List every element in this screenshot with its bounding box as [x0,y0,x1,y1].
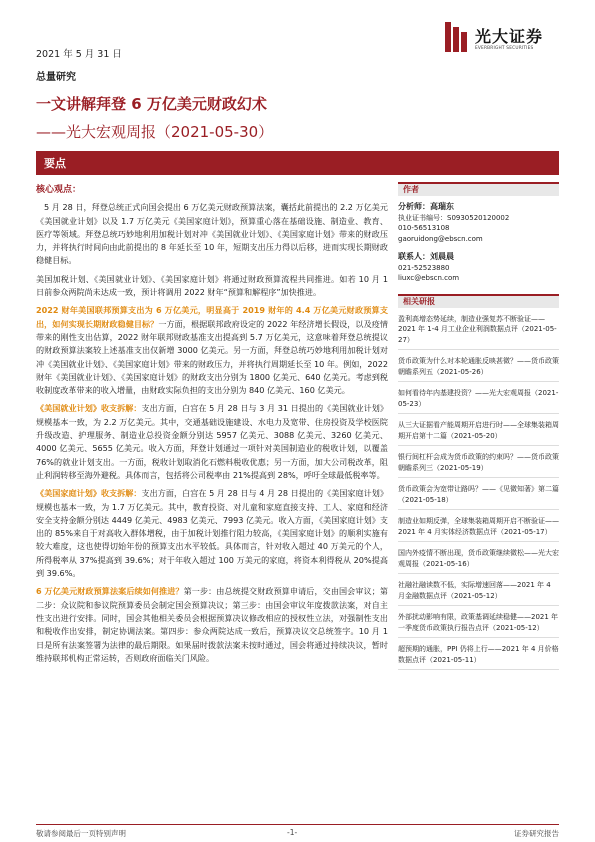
company-logo [445,20,563,60]
next-steps-highlight: 6 万亿美元财政预算法案后续如何推进？ [36,586,184,597]
related-reports-header: 相关研报 [398,294,559,308]
related-report-item[interactable]: 制造业如期反弹，全球集装箱周期开启不断验证——2021 年 4 月实体经济数据点评（2021-05-17） [398,516,559,542]
main-content [36,184,388,670]
document-type: 总量研究 [36,72,76,83]
logo-name: 光大证券 [475,27,544,46]
jobs-plan-body: 支出方面，白宫在 5 月 28 日与 3 月 31 日提出的《美国就业计划》规模基本一致，为 2.2 万亿美元。其中，交通基础设施建设、水电力及宽带、住房投资及学校医院升级改造、护理服务、制造业总投资金额分别达 5957 亿美元、3088 亿美元、3260 亿美元、4000 亿美元、5655 亿美元。收入方面，拜登计划通过一项针对美国制造业的税收计划，以覆盖 76%的就业计划支出。一方面，税收计划取消化石燃料税收优惠；另一方面，加大公司税改革，阻止利润转移至海外避税。具体而言，包括将公司税率由 21%提高到 28%，呼吁全球最低税率等。 [36,403,388,480]
logo-mark-icon [445,22,469,52]
next-steps-body: 第一步：由总统提交财政预算申请后，交由国会审议；第二步：众议院和参议院预算委员会制定国会预算决议；第三步：由国会审议年度拨款法案，对自主性支出进行安排。同时，国会其他相关委员会根据预算决议修改相应的授权性立法，对强制性支出和税收作出安排，制定协调法案。第四步：参众两院达成一致后，预算决议交总统签字。10 月 1 日是所有法案签署为法律的最后期限。如果届时拨款法案未按时通过，国会将通过持续决议，暂时维持联邦机构正常运转，否则政府面临关门风险。 [36,586,388,663]
family-plan-highlight: 《美国家庭计划》收支拆解： [36,488,142,499]
related-report-item[interactable]: 超预期的通胀，PPI 仍将上行——2021 年 4 月价格数据点评（2021-05-11） [398,644,559,670]
family-plan-body: 支出方面，白宫在 5 月 28 日与 4 月 28 日提出的《美国家庭计划》规模也基本一致，为 1.7 万亿美元。其中，教育投资、对儿童和家庭直接支持、工人、家庭和经济安全支持金额分别达 4449 亿美元、4983 亿美元、7993 亿美元。收入方面，《美国家庭计划》支出的 85%来自于对高收入群体增税，由于加税计划推行阻力较高，《美国家庭计划》的顺利实施有较大难度，这也使得切始年份的预算支出水平较低。具体而言，针对收入超过 40 万美元的个人，所得税率从 37%提高到 39.6%；对于年收入超过 100 万美元的家庭，将资本利得税从 20%提高到 39.6%。 [36,488,388,579]
section-header [36,151,559,175]
paragraph-next-steps [36,585,388,665]
analyst-email[interactable]: gaoruidong@ebscn.com [398,234,483,243]
jobs-plan-highlight: 《美国就业计划》收支拆解： [36,403,142,414]
sidebar [398,182,559,676]
footer-disclaimer[interactable]: 敬请参阅最后一页特别声明 [36,829,126,838]
page-subtitle: ——光大宏观周报（2021-05-30） [36,123,274,141]
section-header-label: 要点 [44,157,66,170]
report-date: 2021 年 5 月 31 日 [36,49,122,60]
core-view-label: 核心观点： [36,185,82,195]
paragraph-budget [36,304,388,397]
page-number: -1- [287,828,298,837]
analyst-cert: 执业证书编号：S0930520120002 [398,213,510,222]
footer-report-label: 证券研究报告 [514,829,559,838]
related-report-item[interactable]: 社融社融读数不低，实际增速回落——2021 年 4 月金融数据点评（2021-05-12） [398,580,559,606]
related-report-item[interactable]: 盈利高增态势延续，制造业强复苏不断验证——2021 年 1-4 月工业企业利润数据点评（2021-05-27） [398,314,559,351]
author-header: 作者 [398,182,559,196]
contact-email[interactable]: liuxc@ebscn.com [398,274,460,282]
related-report-item[interactable]: 如何看待年内基建投资？——光大宏观周报（2021-05-23） [398,388,559,414]
paragraph-family-plan [36,487,388,580]
related-report-item[interactable]: 货币政策会为宽带让路吗？——《见微知著》第二篇（2021-05-18） [398,484,559,510]
contact-name: 联系人：刘晨晨 [398,252,454,261]
analyst-phone: 010-56513108 [398,224,450,232]
budget-body: 一方面，根据联邦政府设定的 2022 年经济增长假设，以及疫情带来的刚性支出估算，2022 财年联邦财政基准支出提高到 5.7 万亿美元，这意味着拜登总统提议的财政预算法案较上述基准支出仅新增 3000 亿美元。另一方面，拜登总统巧妙地利用加税计划对冲《美国就业计划》、《美国家庭计划》带来的财政压力，并将执行周期延长至 10 年。例如，2022 财年《美国就业计划》、《美国家庭计划》的财政支出分别为 1800 亿美元、640 亿美元。考虑到税收制度改革带来的收入增量，由财政实际负担的支出分别为 840 亿美元、160 亿美元。 [36,318,388,396]
footer-divider [36,824,559,825]
related-report-item[interactable]: 从三大证据看产能周期开启进行时——全球集装箱周期开启第十二篇（2021-05-20） [398,420,559,446]
logo-subtitle: EVERBRIGHT SECURITIES [475,46,534,51]
related-report-item[interactable]: 外部扰动影响有限，政策基调延续稳健——2021 年一季度货币政策执行报告点评（2021-05-12） [398,612,559,638]
contact-phone: 021-52523880 [398,263,450,272]
related-report-item[interactable]: 国内外疫情不断出现，货币政策继续微松——光大宏观周报（2021-05-16） [398,548,559,574]
paragraph-jobs-plan [36,402,388,482]
paragraph-process: 美国加税计划、《美国就业计划》、《美国家庭计划》将通过财政预算流程共同推进。如若 10 月 1 日前参众两院尚未达成一致，预计将调用 2022 财年“预算和解程序”加快推进。 [36,273,388,298]
page-title: 一文讲解拜登 6 万亿美元财政幻术 [36,95,267,113]
budget-highlight: 2022 财年美国联邦预算支出为 6 万亿美元，明显高于 2019 财年的 4.4 万亿美元财政预算支出，如何实现长期财政稳健目标？ [36,305,388,329]
related-report-item[interactable]: 货币政策为什么对本轮通胀反映甚微？——货币政策朝瞻系列五（2021-05-26） [398,356,559,382]
analyst-name: 分析师：高瑞东 [398,202,454,211]
paragraph-intro: 5 月 28 日，拜登总统正式向国会提出 6 万亿美元财政预算法案，囊括此前提出的 2.2 万亿美元《美国就业计划》以及 1.7 万亿美元《美国家庭计划》，预算重心落在基础设施、制造业、教育、医疗等领域。拜登总统巧妙地利用加税计划对冲《美国就业计划》、《美国家庭计划》带来的财政压力，并将执行时间向由此前提出的 8 年延长至 10 年，短期支出压力得以后移，进而实现长期财政稳健目标。 [36,202,388,266]
related-report-item[interactable]: 银行间杠杆会成为货币政策的约束吗？——货币政策朝瞻系列三（2021-05-19） [398,452,559,478]
